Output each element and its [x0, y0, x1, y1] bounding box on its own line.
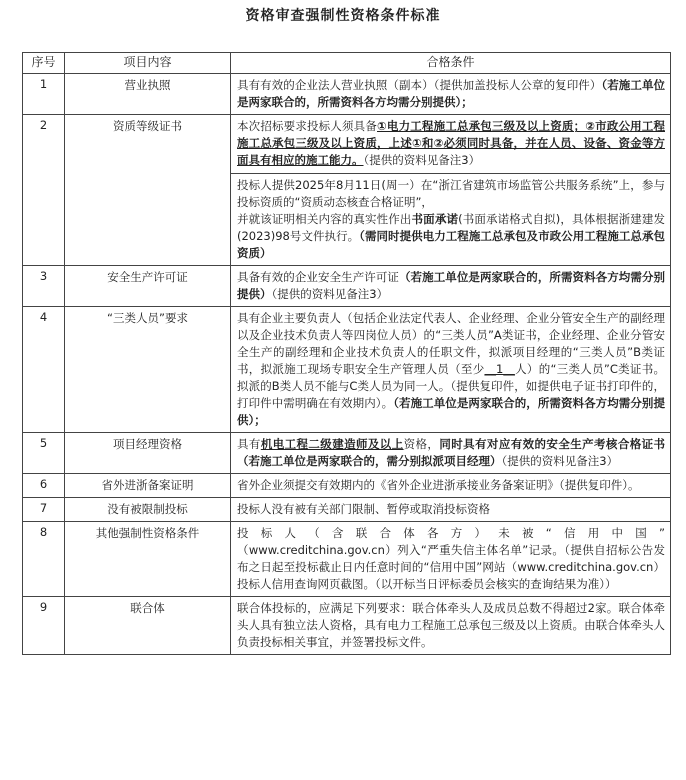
table-header-row	[23, 53, 671, 74]
row-item: “三类人员”要求	[65, 307, 231, 433]
bold-text: 同时具有对应有效的安全生产考核合格证书（若施工单位是两家联合的，需分别拟派项目经理）	[237, 437, 666, 468]
text: 投标人提供2025年8月11日(周一）在“浙江省建筑市场监管公共服务系统”上，参与投标资质的“资质动态核查合格证明”，	[237, 178, 665, 209]
table-row	[23, 522, 671, 597]
bold-text: （需同时提供电力工程施工总承包及市政公用工程施工总承包资质）	[237, 229, 666, 260]
row-item: 没有被限制投标	[65, 498, 231, 522]
text: （提供的资料见备注3）	[501, 454, 619, 468]
row-item: 联合体	[65, 597, 231, 655]
bold-underlined-text: 机电工程二级建造师及以上	[260, 437, 404, 451]
requirement-paragraph	[237, 118, 665, 169]
table-row	[23, 597, 671, 655]
row-item: 营业执照	[65, 74, 231, 115]
qualification-table	[22, 52, 671, 655]
text: （提供的资料见备注3）	[363, 153, 481, 167]
text: 具有有效的企业法人营业执照（副本）（提供加盖投标人公章的复印件）	[237, 78, 602, 92]
underlined-count: __1__	[484, 362, 515, 376]
row-number: 3	[23, 266, 65, 307]
text: 具备有效的企业安全生产许可证	[237, 270, 399, 284]
row-requirement	[231, 115, 671, 266]
row-requirement: 投标人没有被有关部门限制、暂停或取消投标资格	[231, 498, 671, 522]
text: (书面承诺格式自拟)，具体根据浙建建发(2023)98号文件执行。	[237, 212, 666, 243]
row-item: 资质等级证书	[65, 115, 231, 266]
header-requirement: 合格条件	[231, 53, 671, 74]
bold-text: （若施工单位是两家联合的，所需资料各方均需分别提供）	[237, 270, 666, 301]
row-item: 安全生产许可证	[65, 266, 231, 307]
requirement-paragraph	[237, 177, 665, 262]
row-number: 7	[23, 498, 65, 522]
table-row	[23, 474, 671, 498]
text: 资格，	[403, 437, 440, 451]
row-number: 5	[23, 433, 65, 474]
text: （提供的资料见备注3）	[271, 287, 389, 301]
text: （www.creditchina.gov.cn）列入“严重失信主体名单”记录。（提供自招标公告发布之日起至投标截止日内任意时间的“信用中国”网站（www.creditchina.gov.cn）投标人信用查询网页截图。（以开标当日评标委员会核实的查询结果为准））	[237, 543, 665, 591]
row-requirement	[231, 74, 671, 115]
bold-text: （若施工单位是两家联合的，所需资料各方均需分别提供）；	[237, 396, 666, 427]
text: 具有企业主要负责人（包括企业法定代表人、企业经理、企业分管安全生产的副经理以及企业技术负责人等四岗位人员）的“三类人员”A类证书，企业经理、企业分管安全生产的副经理和企业技术负责人的任职文件，拟派项目经理的“三类人员”B类证书，拟派施工现场专职安全生产管理人员（至少	[237, 311, 665, 376]
row-requirement: 省外企业须提交有效期内的《省外企业进浙承接业务备案证明》（提供复印件）。	[231, 474, 671, 498]
table-row	[23, 266, 671, 307]
table-row	[23, 433, 671, 474]
row-number: 4	[23, 307, 65, 433]
text: 本次招标要求投标人须具备	[237, 119, 378, 133]
header-no: 序号	[23, 53, 65, 74]
bold-text: （若施工单位是两家联合的，所需资料各方均需分别提供）；	[237, 78, 666, 109]
text: 人）的“三类人员”C类证书。拟派的B类人员不能与C类人员为同一人。（提供复印件，如提供电子证书打印件的，打印件中需明确在有效期内）。	[237, 362, 666, 410]
row-number: 9	[23, 597, 65, 655]
table-row	[23, 74, 671, 115]
row-requirement: 联合体投标的，应满足下列要求：联合体牵头人及成员总数不得超过2家。联合体牵头人具有独立法人资格，具有电力工程施工总承包三级及以上资质。由联合体牵头人负责投标相关事宜，并签署投标文件。	[231, 597, 671, 655]
table-row	[23, 115, 671, 266]
text: 投标人（含联合体各方）未被“信用中国”	[237, 526, 665, 540]
row-number: 1	[23, 74, 65, 115]
row-item: 项目经理资格	[65, 433, 231, 474]
bold-text: 书面承诺	[411, 212, 459, 226]
divider	[231, 173, 670, 174]
row-requirement	[231, 433, 671, 474]
table-row	[23, 307, 671, 433]
row-number: 2	[23, 115, 65, 266]
row-number: 8	[23, 522, 65, 597]
table-row	[23, 498, 671, 522]
row-item: 省外进浙备案证明	[65, 474, 231, 498]
row-requirement	[231, 307, 671, 433]
row-requirement	[231, 522, 671, 597]
bold-underlined-text: ①电力工程施工总承包三级及以上资质；②市政公用工程施工总承包三级及以上资质，上述①和②必须同时具备，并在人员、设备、资金等方面具有相应的施工能力。	[237, 119, 665, 167]
row-item: 其他强制性资格条件	[65, 522, 231, 597]
row-requirement	[231, 266, 671, 307]
text: 具有	[237, 437, 261, 451]
header-item: 项目内容	[65, 53, 231, 74]
row-number: 6	[23, 474, 65, 498]
text: 并就该证明相关内容的真实性作出	[237, 212, 412, 226]
page-title: 资格审查强制性资格条件标准	[245, 8, 441, 24]
